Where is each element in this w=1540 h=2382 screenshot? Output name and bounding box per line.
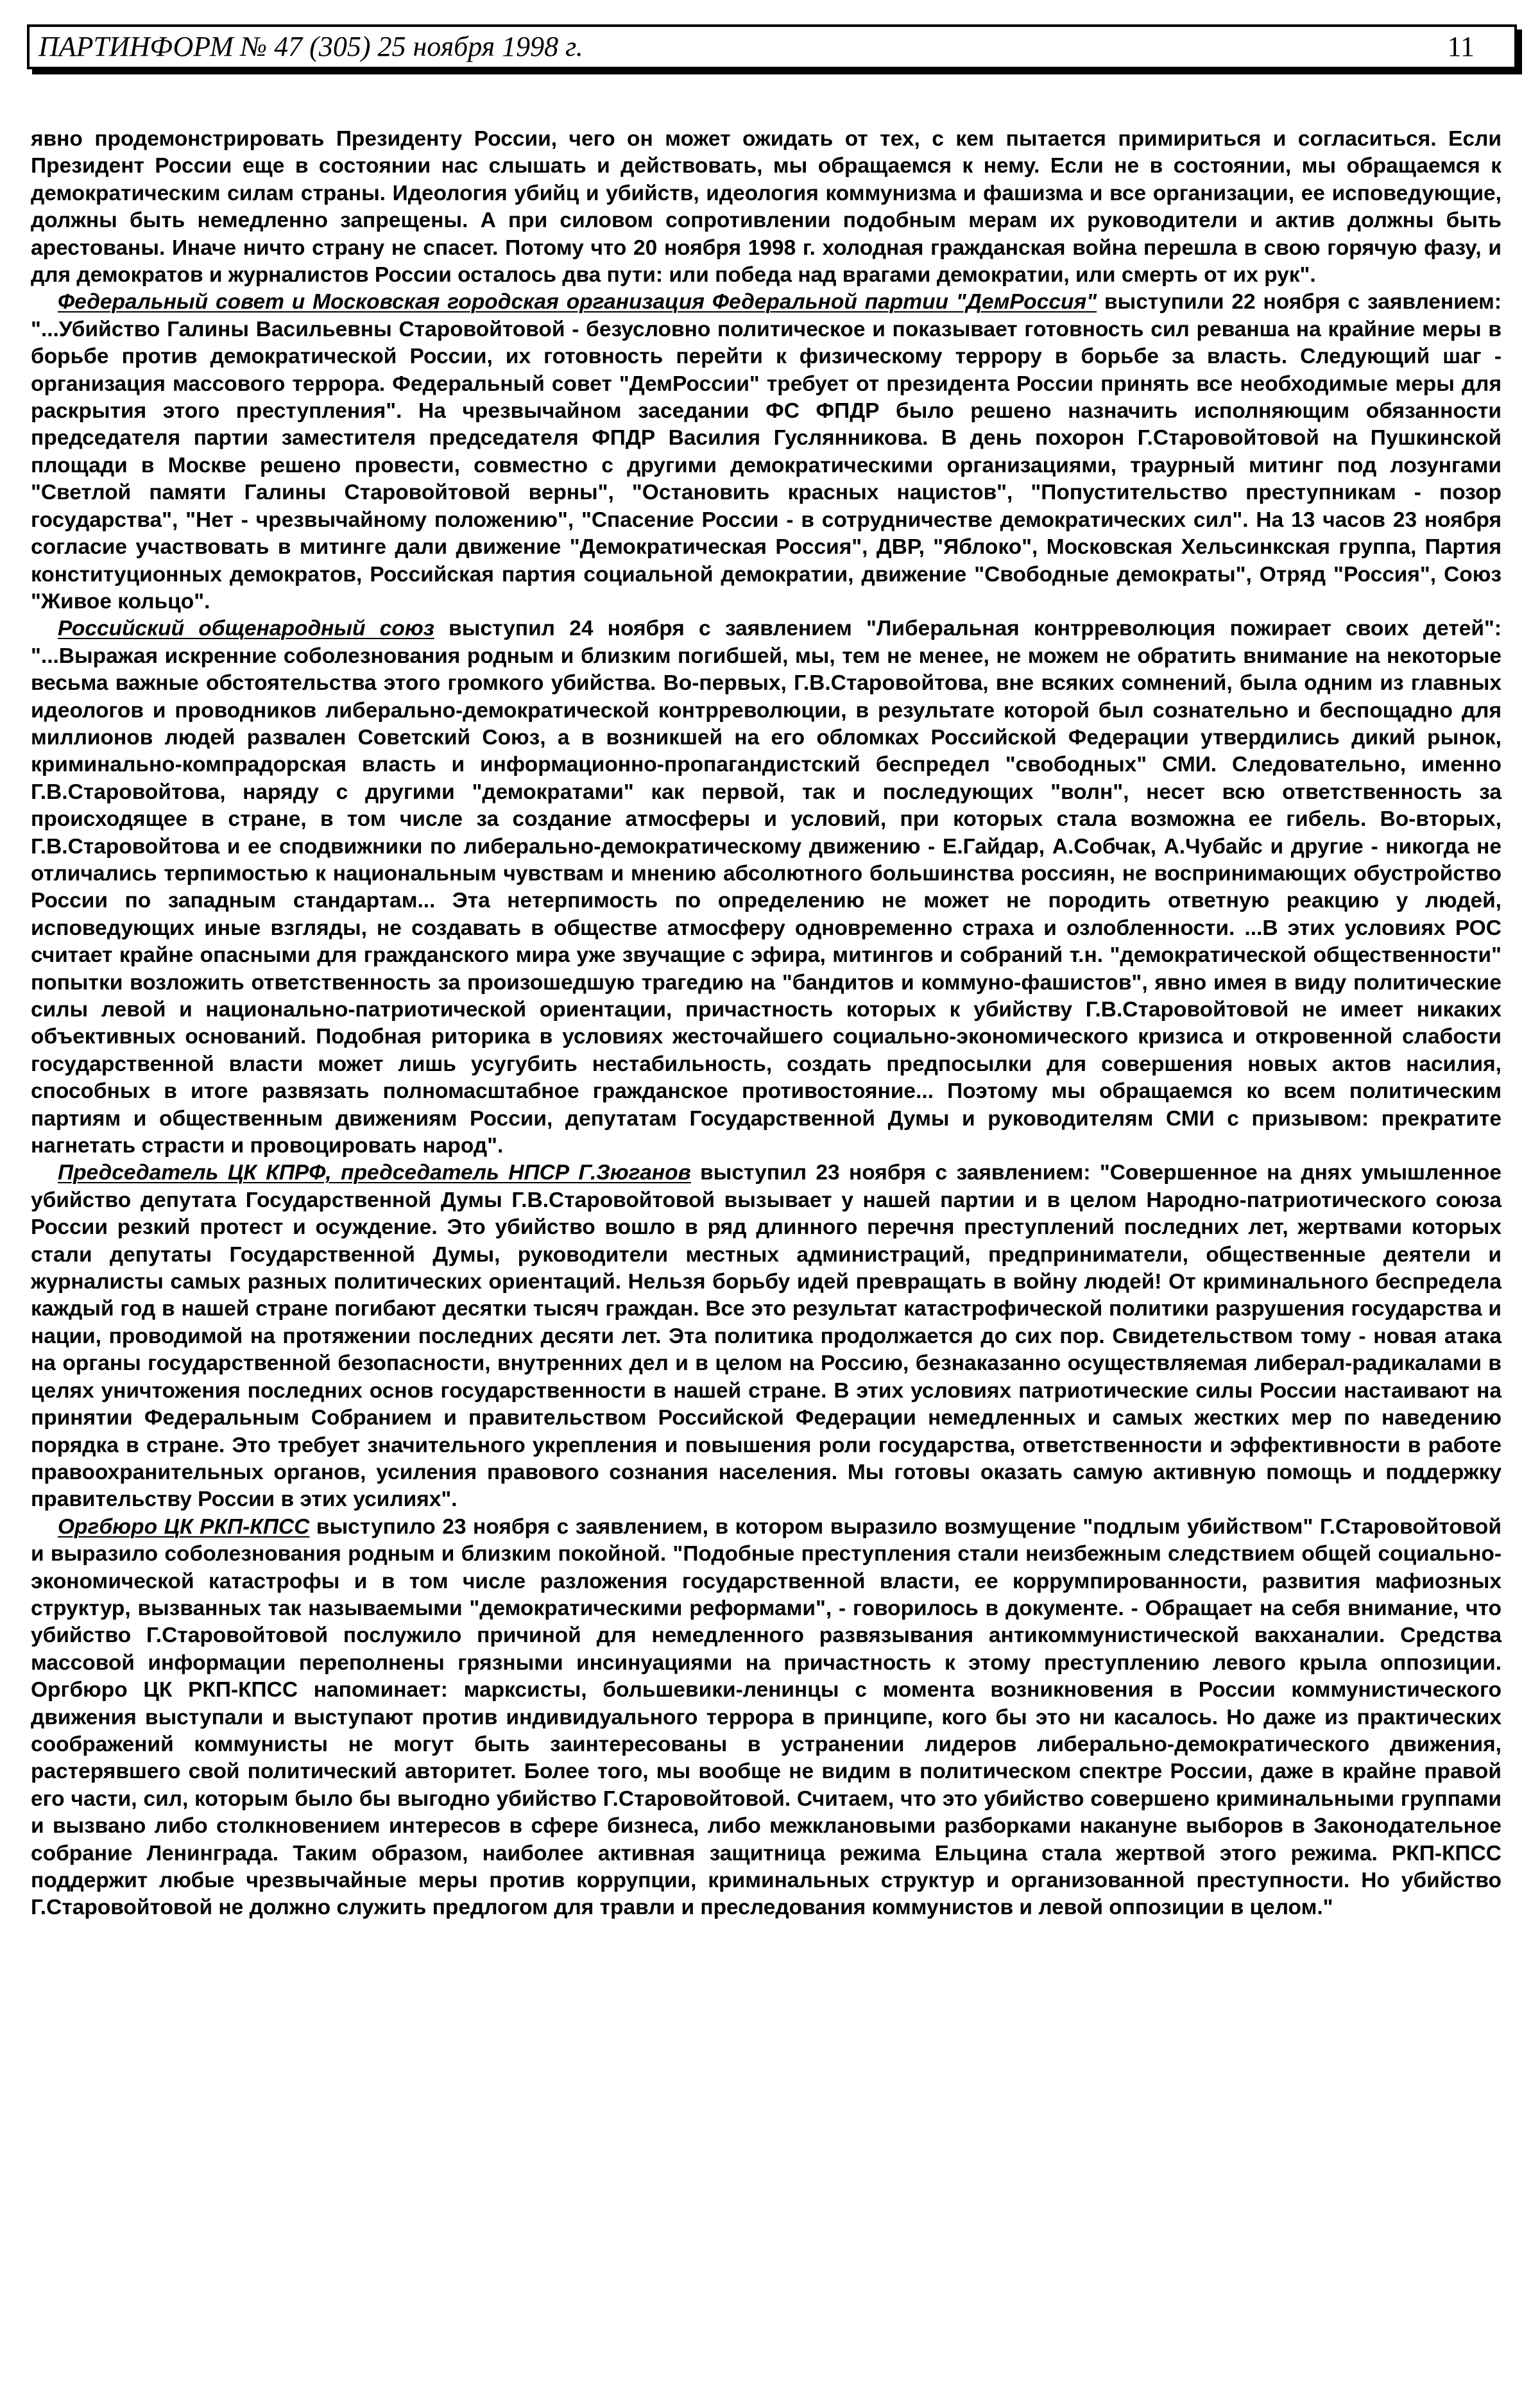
page-number: 11 (1447, 31, 1475, 62)
organization-name: Председатель ЦК КПРФ, председатель НПСР Г.Зюганов (58, 1161, 691, 1185)
paragraph-text: выступил 24 ноября с заявлением "Либеральная контрреволюция пожирает своих детей": "...Выражая искренние соболезнования родным и близким погибшей, мы, тем не менее, не можем не обратить внимание на некоторые весьма важные обстоятельства этого громкого убийства. Во-первых, Г.В.Старовойтова, вне всяких сомнений, была одним из главных идеологов и проводников либерально-демократической контрреволюции, в результате которой был сознательно и беспощадно для миллионов людей развален Советский Союз, а в возникшей на его обломках Российской Федерации утвердились дикий рынок, криминально-компрадорская власть и информационно-пропагандистский беспредел "свободных" СМИ. Следовательно, именно Г.В.Старовойтова, наряду с другими "демократами" как первой, так и последующих "волн", несет всю ответственность за происходящее в стране, в том числе за создание атмосферы и условий, при которых стала возможна ее гибель. Во-вторых, Г.В.Старовойтова и ее сподвижники по либерально-демократическому движению - Е.Гайдар, А.Собчак, А.Чубайс и другие - никогда не отличались терпимостью к национальным чувствам и мнению абсолютного большинства россиян, не воспринимающих обустройство России по западным стандартам... Эта нетерпимость по определению не может не породить ответную реакцию у людей, исповедующих иные взгляды, не создавать в обществе атмосферу одновременно страха и озлобленности. ...В этих условиях РОС считает крайне опасными для гражданского мира уже звучащие с эфира, митингов и собраний т.н. "демократической общественности" попытки возложить ответственность за произошедшую трагедию на "бандитов и коммуно-фашистов", явно имея в виду политические силы левой и национально-патриотической ориентации, причастность которых к убийству Г.В.Старовойтовой не имеет никаких объективных оснований. Подобная риторика в условиях жесточайшего социально-экономического кризиса и откровенной слабости государственной власти может лишь усугубить нестабильность, создать предпосылки для совершения новых актов насилия, способных в итоге развязать полномасштабное гражданское противостояние... Поэтому мы обращаемся ко всем политическим партиям и общественным движениям России, депутатам Государственной Думы и руководителям СМИ с призывом: прекратите нагнетать страсти и провоцировать народ". (31, 617, 1502, 1158)
organization-name: Российский общенародный союз (58, 617, 434, 641)
organization-name: Оргбюро ЦК РКП-КПСС (58, 1514, 310, 1539)
paragraph-text: выступило 23 ноября с заявлением, в котором выразило возмущение "подлым убийством" Г.Старовойтовой и выразило соболезнования родным и близким покойной. "Подобные преступления стали неизбежным следствием общей социально-экономической катастрофы и в том числе разложения государственной власти, ее коррумпированности, развития мафиозных структур, вызванных так называемыми "демократическими реформами", - говорилось в документе. - Обращает на себя внимание, что убийство Г.Старовойтовой послужило причиной для немедленного развязывания антикоммунистической вакханалии. Средства массовой информации переполнены грязными инсинуациями на причастность к этому преступлению левого крыла оппозиции. Оргбюро ЦК РКП-КПСС напоминает: марксисты, большевики-ленинцы с момента возникновения в России коммунистического движения выступали и выступают против индивидуального террора в принципе, кого бы это ни касалось. Но даже из практических соображений коммунисты не могут быть заинтересованы в устранении лидеров либерально-демократического движения, растерявшего свой политический авторитет. Более того, мы вообще не видим в политическом спектре России, даже в крайне правой его части, сил, которым было бы выгодно убийство Г.Старовойтовой. Считаем, что это убийство совершено криминальными группами и вызвано либо столкновением интересов в сфере бизнеса, либо межклановыми разборками накануне выборов в Законодательное собрание Ленинграда. Таким образом, наиболее активная защитница режима Ельцина стала жертвой этого режима. РКП-КПСС поддержит любые чрезвычайные меры против коррупции, криминальных структур и организованной преступности. Но убийство Г.Старовойтовой не должно служить предлогом для травли и преследования коммунистов и левой оппозиции в целом." (31, 1514, 1502, 1920)
paragraph-intro (31, 126, 1502, 289)
paragraph-ros (31, 615, 1502, 1160)
page-header (27, 24, 1517, 69)
paragraph-demrossiya (31, 289, 1502, 615)
article-body (31, 126, 1502, 1922)
paragraph-kprf (31, 1160, 1502, 1513)
organization-name: Федеральный совет и Московская городская организация Федеральной партии "ДемРоссия" (58, 290, 1097, 314)
paragraph-rkp-kpss (31, 1514, 1502, 1922)
paragraph-text: выступили 22 ноября с заявлением: "...Убийство Галины Васильевны Старовойтовой - безусловно политическое и показывает готовность сил реванша на крайние меры в борьбе против демократической России, их готовность перейти к физическому террору в борьбе за власть. Следующий шаг - организация массового террора. Федеральный совет "ДемРоссии" требует от президента России принять все необходимые меры для раскрытия этого преступления". На чрезвычайном заседании ФС ФПДР было решено назначить исполняющим обязанности председателя партии заместителя председателя ФПДР Василия Гуслянникова. В день похорон Г.Старовойтовой на Пушкинской площади в Москве решено провести, совместно с другими демократическими организациями, траурный митинг под лозунгами "Светлой памяти Галины Старовойтовой верны", "Остановить красных нацистов", "Попустительство преступникам - позор государства", "Нет - чрезвычайному положению", "Спасение России - в сотрудничестве демократических сил". На 13 часов 23 ноября согласие участвовать в митинге дали движение "Демократическая Россия", ДВР, "Яблоко", Московская Хельсинкская группа, Партия конституционных демократов, Российская партия социальной демократии, движение "Свободные демократы", Отряд "Россия", Союз "Живое кольцо". (31, 290, 1502, 613)
header-title: ПАРТИНФОРМ № 47 (305) 25 ноября 1998 г. (38, 31, 583, 62)
paragraph-text: выступил 23 ноября с заявлением: "Совершенное на днях умышленное убийство депутата Государственной Думы Г.В.Старовойтовой вызывает у нашей партии и в целом Народно-патриотического союза России резкий протест и осуждение. Это убийство вошло в ряд длинного перечня преступлений последних лет, жертвами которых стали депутаты Государственной Думы, руководители местных администраций, предприниматели, общественные деятели и журналисты самых разных политических ориентаций. Нельзя борьбу идей превращать в войну людей! От криминального беспредела каждый год в нашей стране погибают десятки тысяч граждан. Все это результат катастрофической политики разрушения государства и нации, проводимой на протяжении последних десяти лет. Эта политика продолжается до сих пор. Свидетельством тому - новая атака на органы государственной безопасности, внутренних дел и в целом на Россию, безнаказанно осуществляемая либерал-радикалами в целях уничтожения последних основ государственности в нашей стране. В этих условиях патриотические силы России настаивают на принятии Федеральным Собранием и правительством Российской Федерации немедленных и самых жестких мер по наведению порядка в стране. Это требует значительного укрепления и повышения роли государства, ответственности и эффективности в работе правоохранительных органов, усиления правового сознания населения. Мы готовы оказать самую активную помощь и поддержку правительству России в этих усилиях". (31, 1161, 1502, 1512)
paragraph-text: явно продемонстрировать Президенту России, чего он может ожидать от тех, с кем пытается примириться и согласиться. Если Президент России еще в состоянии нас слышать и действовать, мы обращаемся к нему. Если не в состоянии, мы обращаемся к демократическим силам страны. Идеология убийц и убийств, идеология коммунизма и фашизма и все организации, ее исповедующие, должны быть немедленно запрещены. А при силовом сопротивлении подобным мерам их руководители и актив должны быть арестованы. Иначе ничто страну не спасет. Потому что 20 ноября 1998 г. холодная гражданская война перешла в свою горячую фазу, и для демократов и журналистов России осталось два пути: или победа над врагами демократии, или смерть от их рук". (31, 127, 1502, 287)
